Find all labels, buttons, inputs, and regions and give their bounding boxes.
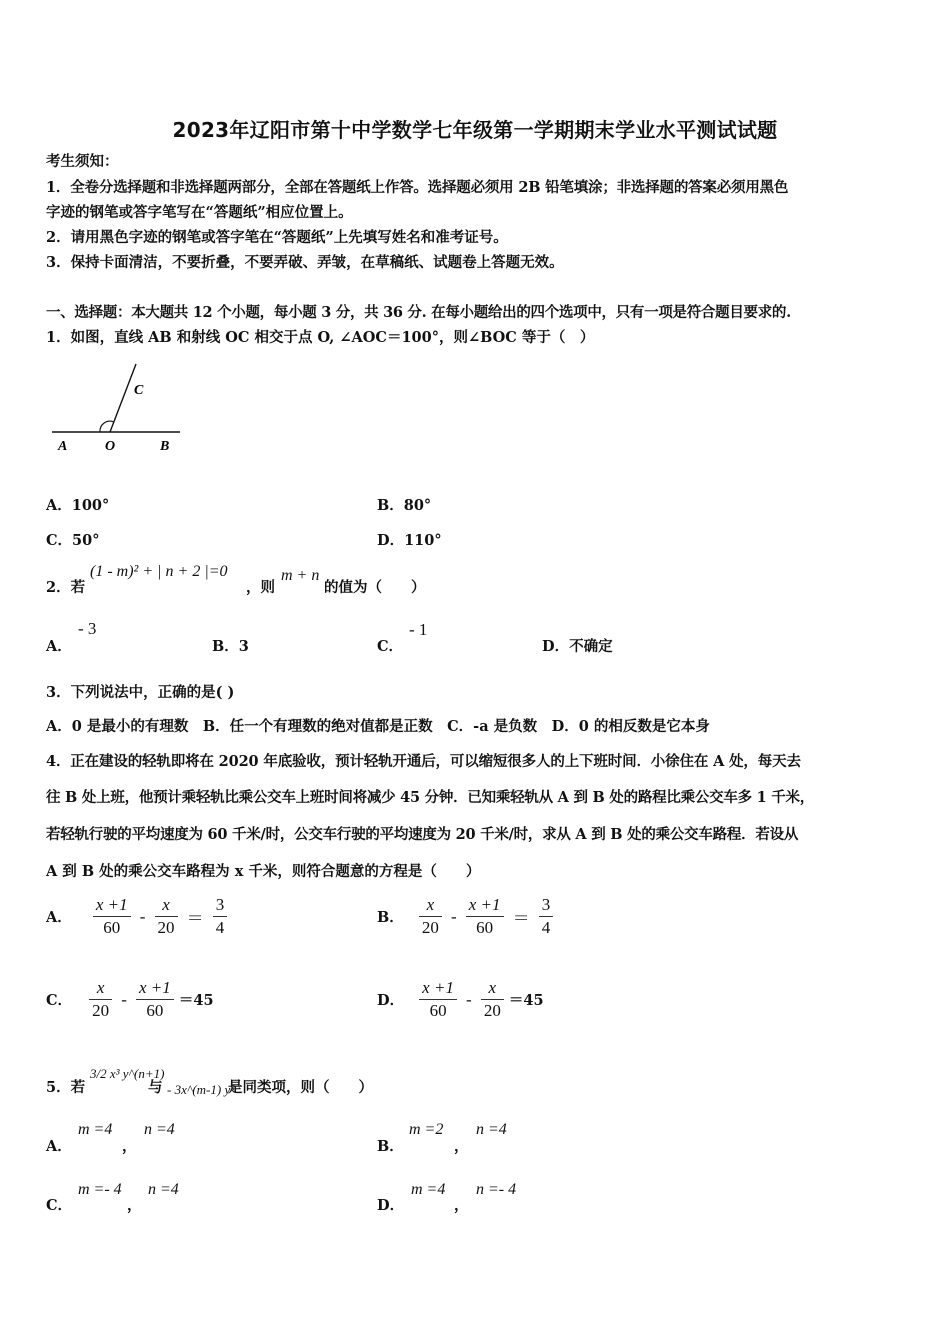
q1-option-c: C．50° <box>46 532 100 549</box>
q4-line-1: 4．正在建设的轻轨即将在 2020 年底验收，预计轻轨开通后，可以缩短很多人的上下班时间．小徐住在 A 处，每天去 <box>46 753 801 770</box>
notice-heading: 考生须知： <box>46 153 119 170</box>
fraction <box>93 894 131 939</box>
notice-line-3: 3．保持卡面清洁，不要折叠，不要弄破、弄皱，在草稿纸、试题卷上答题无效。 <box>46 254 564 271</box>
numerator: x <box>481 977 504 1000</box>
comma: ， <box>454 1197 469 1214</box>
label-b: B <box>160 439 170 454</box>
notice-line-2: 2．请用黑色字迹的钢笔或答字笔在“答题纸”上先填写姓名和准考证号。 <box>46 229 508 246</box>
fraction <box>155 894 178 939</box>
q2-expression-2: m + n <box>281 567 320 584</box>
comma: ， <box>127 1197 142 1214</box>
q5-option-c-n: n =4 <box>148 1181 179 1198</box>
numerator: x <box>155 894 178 917</box>
q4-option-d <box>377 977 544 1022</box>
numerator: 3 <box>213 894 228 917</box>
numerator: x +1 <box>466 894 504 917</box>
q1-option-a: A．100° <box>46 497 110 514</box>
denominator: 20 <box>483 1001 501 1020</box>
numerator: x +1 <box>419 977 457 1000</box>
numerator: x <box>419 894 442 917</box>
minus-sign: - <box>139 906 146 926</box>
denominator: 60 <box>476 918 494 937</box>
equals-sign: ＝ <box>512 909 530 928</box>
q1-option-d: D．110° <box>377 532 442 549</box>
q2-mid: ，则 <box>246 579 275 596</box>
q1-option-b: B．80° <box>377 497 432 514</box>
q5-option-b-n: n =4 <box>476 1121 507 1138</box>
fraction <box>136 977 174 1022</box>
q4-b-label: B． <box>377 909 404 926</box>
q5-prefix: 5．若 <box>46 1079 86 1096</box>
fraction <box>481 977 504 1022</box>
q5-option-d-label: D． <box>377 1197 405 1214</box>
q2-expression: (1 - m)² + | n + 2 |=0 <box>90 563 228 580</box>
q5-term-1: 3/2 x³ y^(n+1) <box>90 1066 165 1081</box>
denominator: 20 <box>157 918 175 937</box>
denominator: 4 <box>541 918 551 937</box>
q5-option-a-label: A． <box>46 1138 72 1155</box>
q5-option-c-label: C． <box>46 1197 73 1214</box>
fraction <box>466 894 504 939</box>
q2-option-d: D．不确定 <box>542 638 613 655</box>
fraction <box>213 894 228 939</box>
notice-line-1b: 字迹的钢笔或答字笔写在“答题纸”相应位置上。 <box>46 204 353 221</box>
denominator: 4 <box>215 918 225 937</box>
q5-option-b-m: m =2 <box>409 1121 444 1138</box>
q5-option-d-m: m =4 <box>411 1181 446 1198</box>
q4-d-label: D． <box>377 992 405 1009</box>
q4-option-b <box>377 894 553 939</box>
notice-line-1a: 1．全卷分选择题和非选择题两部分，全部在答题纸上作答。选择题必须用 2B 铅笔填涂；非选择题的答案必须用黑色 <box>46 179 789 196</box>
label-c: C <box>134 383 144 398</box>
q2-prefix: 2．若 <box>46 579 86 596</box>
q4-line-2: 往 B 处上班，他预计乘轻轨比乘公交车上班时间将减少 45 分钟．已知乘轻轨从 A 到 B 处的路程比乘公交车多 1 千米， <box>46 789 815 806</box>
denominator: 20 <box>421 918 439 937</box>
numerator: x <box>89 977 112 1000</box>
comma: ， <box>122 1138 137 1155</box>
page-title: 2023年辽阳市第十中学数学七年级第一学期期末学业水平测试试题 <box>172 118 778 142</box>
minus-sign: - <box>121 989 127 1009</box>
numerator: x +1 <box>136 977 174 1000</box>
q4-a-label: A． <box>46 909 72 926</box>
q5-mid: 与 <box>148 1079 163 1096</box>
numerator: 3 <box>539 894 554 917</box>
denominator: 60 <box>103 918 121 937</box>
q3-stem: 3．下列说法中，正确的是( ) <box>46 684 235 701</box>
q1-stem: 1．如图，直线 AB 和射线 OC 相交于点 O, ∠AOC＝100°，则∠BOC 等于（ ） <box>46 329 595 346</box>
q2-option-a-label: A． <box>46 638 72 655</box>
q4-option-c <box>46 977 214 1022</box>
q4-line-3: 若轻轨行驶的平均速度为 60 千米/时，公交车行驶的平均速度为 20 千米/时，求从 A 到 B 处的乘公交车路程．若设从 <box>46 826 799 843</box>
q5-option-c-m: m =- 4 <box>78 1181 122 1198</box>
q4-c-label: C． <box>46 992 73 1009</box>
q5-option-a-n: n =4 <box>144 1121 175 1138</box>
fraction <box>419 977 457 1022</box>
q2-option-b: B．3 <box>212 638 249 655</box>
q2-option-c-label: C． <box>377 638 404 655</box>
label-a: A <box>58 439 68 454</box>
q1-figure <box>48 360 188 460</box>
label-o: O <box>105 439 116 454</box>
q2-option-c-value: - 1 <box>409 620 428 639</box>
q5-suffix: 是同类项，则（ ） <box>228 1079 373 1096</box>
q2-suffix: 的值为（ ） <box>324 579 426 596</box>
q5-option-d-n: n =- 4 <box>476 1181 517 1198</box>
comma: ， <box>454 1138 469 1155</box>
minus-sign: - <box>450 906 457 926</box>
fraction <box>89 977 112 1022</box>
q2-option-a-value: - 3 <box>78 619 97 638</box>
q4-option-a <box>46 894 227 939</box>
equals-sign: ＝ <box>186 909 204 928</box>
q4-line-4: A 到 B 处的乘公交车路程为 x 千米，则符合题意的方程是（ ） <box>46 863 481 880</box>
q5-term-2: - 3x^(m-1) y⁵ <box>167 1082 235 1097</box>
q5-option-a-m: m =4 <box>78 1121 113 1138</box>
denominator: 20 <box>92 1001 110 1020</box>
equals-45: ＝45 <box>508 992 544 1009</box>
denominator: 60 <box>429 1001 447 1020</box>
fraction <box>539 894 554 939</box>
equals-45: ＝45 <box>178 992 214 1009</box>
numerator: x +1 <box>93 894 131 917</box>
fraction <box>419 894 442 939</box>
section-heading: 一、选择题：本大题共 12 个小题，每小题 3 分，共 36 分. 在每小题给出的四个选项中，只有一项是符合题目要求的. <box>46 304 791 321</box>
minus-sign: - <box>466 989 472 1009</box>
q5-option-b-label: B． <box>377 1138 404 1155</box>
q3-options: A．0 是最小的有理数 B．任一个有理数的绝对值都是正数 C．-a 是负数 D．0 的相反数是它本身 <box>46 718 710 735</box>
denominator: 60 <box>146 1001 164 1020</box>
